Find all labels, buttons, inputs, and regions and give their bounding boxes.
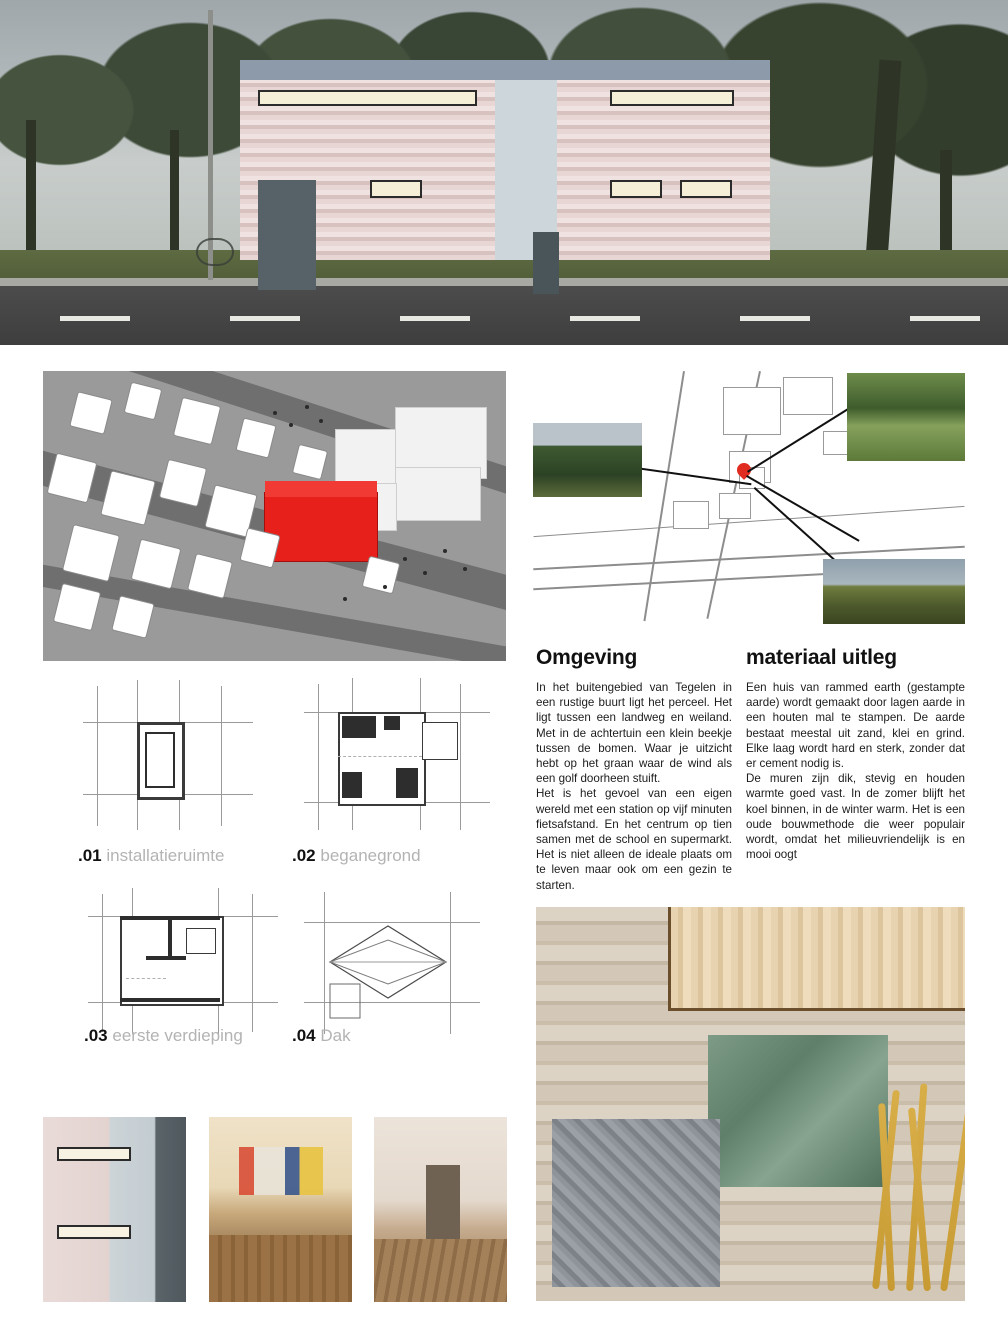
window-strip (680, 180, 732, 198)
plan-label-01: installatieruimte (106, 846, 225, 865)
window-strip (258, 90, 477, 106)
facade-detail-photo (43, 1117, 186, 1302)
window-strip (370, 180, 422, 198)
materiaal-paragraph-1: Een huis van rammed earth (gestampte aarde) wordt gemaakt door lagen aarde in een houten mal te stampen. De aarde bestaat meestal uit zand, klei en grind. Elke laag wordt hard en sterk, zonder dat er cement nodig is. (746, 681, 965, 771)
materiaal-title: materiaal uitleg (746, 646, 897, 669)
shrub-dot (423, 571, 427, 575)
tree-icon (53, 583, 101, 631)
tree-icon (173, 397, 221, 445)
shrub-dot (383, 585, 387, 589)
omgeving-body (536, 680, 732, 893)
plan-eerste-verdieping (86, 888, 281, 1038)
green-marble-sample (708, 1035, 888, 1187)
plan-label-04: Dak (320, 1026, 351, 1045)
plan-beganegrond (300, 676, 500, 836)
project-building-highlight (265, 493, 377, 561)
materiaal-body (746, 680, 965, 862)
road (0, 286, 1008, 345)
road-marking (60, 316, 130, 321)
window-strip (610, 180, 662, 198)
shrub-dot (305, 405, 309, 409)
material-moodboard (536, 907, 965, 1301)
living-interior-photo (209, 1117, 352, 1302)
graanveld-foto (823, 559, 965, 624)
plan-number-02: .02 (292, 846, 316, 865)
shrub-dot (289, 423, 293, 427)
plan-number-01: .01 (78, 846, 102, 865)
shrub-dot (403, 557, 407, 561)
stone-sample (552, 1119, 720, 1287)
wood-sample (668, 907, 965, 1011)
plan-caption-01 (78, 846, 224, 866)
omgeving-column (536, 646, 732, 893)
tree-trunk-icon (170, 130, 179, 270)
garage-door (258, 180, 316, 290)
beekje-foto (847, 373, 965, 461)
omgeving-paragraph-2: Het is het gevoel van een eigen wereld met een station op vijf minuten fietsafstand. En het centrum op tien samen met de school en supermarkt. Het is niet alleen de ideale plaats om te leven maar ook om een gezin te starten. (536, 787, 732, 892)
map-parcel (719, 493, 751, 519)
omgeving-paragraph-1: In het buitengebied van Tegelen in een rustige buurt ligt het perceel. Het ligt tussen een landweg en weiland. Met in de achtertuin een klein beekje tussen de bomen. Waar je uitzicht hebt op het graan waar de wind als een golf doorheen stuift. (536, 681, 732, 786)
tree-icon (239, 527, 280, 568)
tree-icon (292, 444, 328, 480)
tree-icon (362, 556, 401, 595)
map-parcel (723, 387, 781, 435)
plan-label-03: eerste verdieping (112, 1026, 243, 1045)
site-location-map (533, 371, 965, 624)
materiaal-paragraph-2: De muren zijn dik, stevig en houden warmte goed vast. In de zomer blijft het koel binnen, in de winter warm. Het is een oude bouwmethode die weer populair wordt, omdat het milieuvriendelijk is en mooi oogt (746, 772, 965, 862)
plan-installatieruimte (75, 676, 265, 836)
tree-icon (235, 417, 276, 458)
bosrand-foto (533, 423, 642, 497)
site-axonometric (43, 371, 506, 661)
roof-outline (300, 888, 485, 1038)
tree-icon (69, 391, 113, 435)
plan-number-03: .03 (84, 1026, 108, 1045)
plan-number-04: .04 (292, 1026, 316, 1045)
materiaal-column (746, 646, 965, 862)
tree-trunk-icon (26, 120, 36, 270)
hallway-interior-photo (374, 1117, 507, 1302)
tree-icon (111, 595, 155, 639)
shrub-dot (273, 411, 277, 415)
shrub-dot (319, 419, 323, 423)
entrance-door (533, 232, 559, 294)
road-marking (230, 316, 300, 321)
plan-caption-02 (292, 846, 421, 866)
plan-dak (300, 888, 485, 1038)
window-strip (610, 90, 734, 106)
road-marking (740, 316, 810, 321)
tree-icon (124, 382, 163, 421)
omgeving-title: Omgeving (536, 646, 638, 669)
road-marking (910, 316, 980, 321)
exterior-render (0, 0, 1008, 345)
road-marking (400, 316, 470, 321)
building-volume (240, 60, 770, 260)
shrub-dot (463, 567, 467, 571)
shrub-dot (343, 597, 347, 601)
shrub-dot (443, 549, 447, 553)
road-marking (570, 316, 640, 321)
neighbour-building (395, 467, 481, 521)
plan-caption-03 (84, 1026, 243, 1046)
plan-label-02: beganegrond (320, 846, 421, 865)
roof (240, 60, 770, 82)
tree-icon (100, 470, 156, 526)
bicycle-icon (196, 238, 234, 266)
map-parcel (783, 377, 833, 415)
plan-caption-04 (292, 1026, 351, 1046)
map-parcel (673, 501, 709, 529)
